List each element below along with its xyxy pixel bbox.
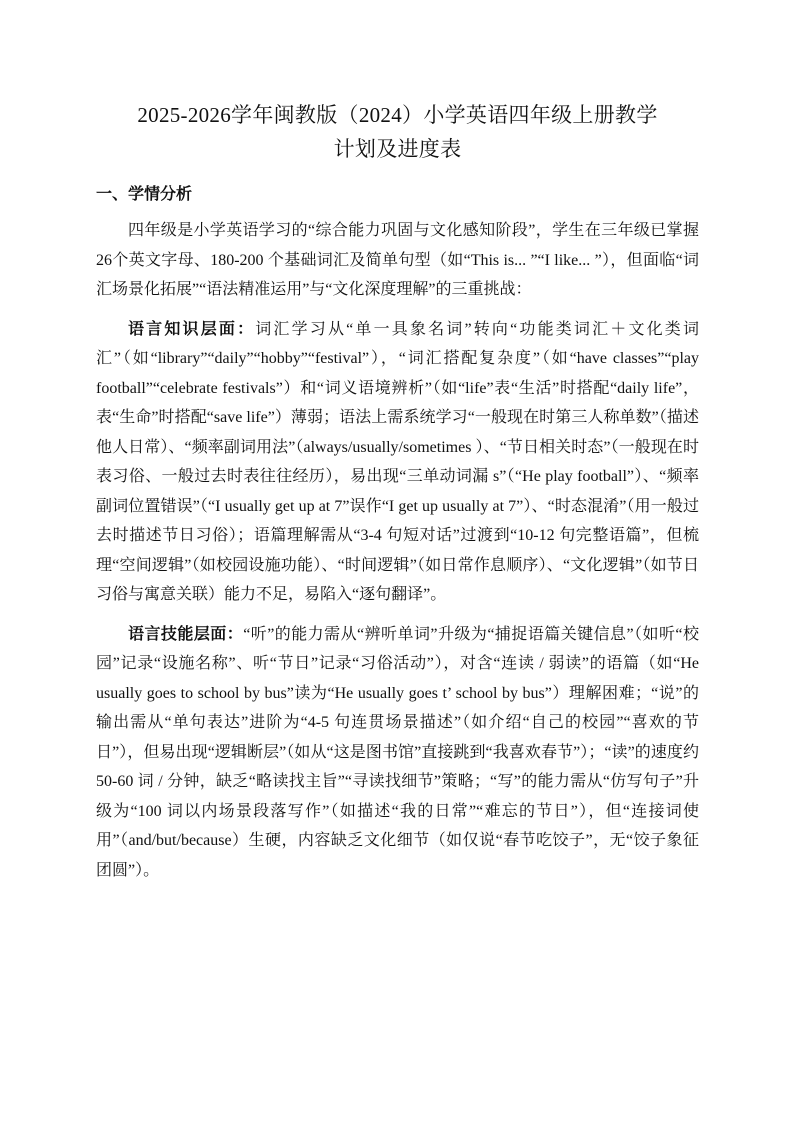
knowledge-text: 词汇学习从“单一具象名词”转向“功能类词汇＋文化类词汇”（如“library”“daily”“hobby”“festival”），“词汇搭配复杂度”（如“have classes”“play football”“celebrate festivals”）和“词义语境辨析”（如“life”表“生活”时搭配“daily life”，表“生命”时搭配“save life”）薄弱；语法上需系统学习“一般现在时第三人称单数”（描述他人日常）、“频率副词用法”（always/usually/sometimes ）、“节日相关时态”（一般现在时表习俗、一般过去时表往往经历），易出现“三单动词漏 s”（“He play football”）、“频率副词位置错误”（“I usually get up at 7”误作“I get up usually at 7”）、“时态混淆”（用一般过去时描述节日习俗）；语篇理解需从“3-4 句短对话”过渡到“10-12 句完整语篇”，但梳理“空间逻辑”（如校园设施功能）、“时间逻辑”（如日常作息顺序）、“文化逻辑”（如节日习俗与寓意关联）能力不足，易陷入“逐句翻译”。 <box>96 320 699 603</box>
knowledge-paragraph <box>96 315 699 610</box>
title-line-1: 2025-2026学年闽教版（2024）小学英语四年级上册教学 <box>137 103 658 127</box>
skills-text: “听”的能力需从“辨听单词”升级为“捕捉语篇关键信息”（如听“校园”记录“设施名称”、听“节日”记录“习俗活动”），对含“连读 / 弱读”的语篇（如“He usually goes to school by bus”读为“He usually goes t’ school by bus”）理解困难；“说”的输出需从“单句表达”进阶为“4-5 句连贯场景描述”（如介绍“自己的校园”“喜欢的节日”），但易出现“逻辑断层”（如从“这是图书馆”直接跳到“我喜欢春节”）；“读”的速度约 50-60 词 / 分钟，缺乏“略读找主旨”“寻读找细节”策略；“写”的能力需从“仿写句子”升级为“100 词以内场景段落写作”（如描述“我的日常”“难忘的节日”），但“连接词使用”（and/but/because）生硬，内容缺乏文化细节（如仅说“春节吃饺子”，无“饺子象征团圆”）。 <box>96 625 699 879</box>
skills-paragraph <box>96 620 699 886</box>
title-line-2: 计划及进度表 <box>333 137 462 161</box>
section-heading-learning-analysis: 一、学情分析 <box>96 186 193 203</box>
document-page <box>96 98 699 895</box>
document-title <box>96 98 699 166</box>
knowledge-lead: 语言知识层面： <box>128 320 256 338</box>
intro-paragraph: 四年级是小学英语学习的“综合能力巩固与文化感知阶段”，学生在三年级已掌握26个英文字母、180-200 个基础词汇及简单句型（如“This is... ”“I like... ”），但面临“词汇场景化拓展”“语法精准运用”与“文化深度理解”的三重挑战： <box>96 222 699 298</box>
skills-lead: 语言技能层面： <box>128 625 244 643</box>
